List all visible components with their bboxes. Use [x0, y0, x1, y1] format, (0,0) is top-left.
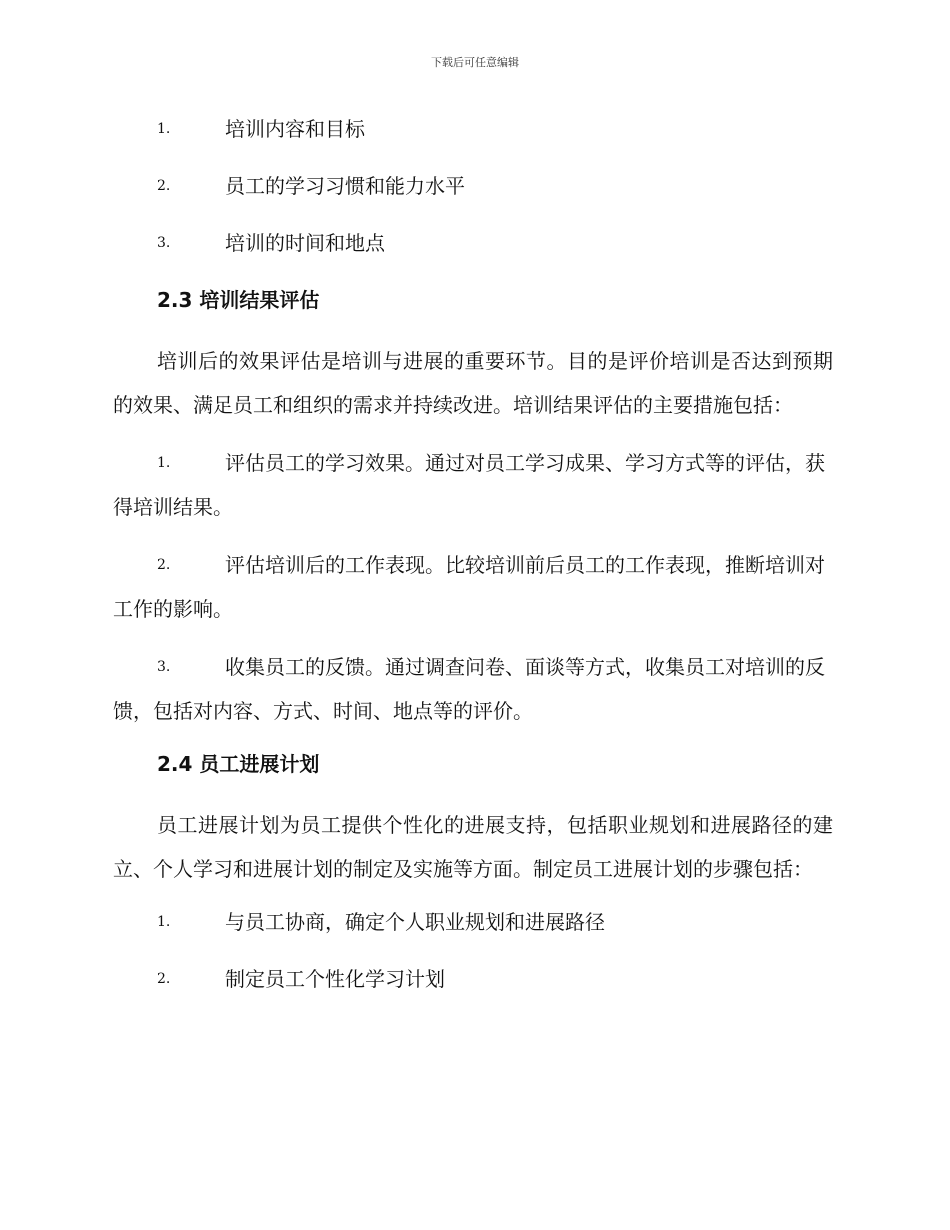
list-number: 2. — [157, 557, 171, 573]
list-number: 1. — [157, 121, 171, 137]
list-item — [113, 543, 833, 631]
list-number: 3. — [157, 659, 171, 675]
section-paragraph: 员工进展计划为员工提供个性化的进展支持，包括职业规划和进展路径的建立、个人学习和进展计划的制定及实施等方面。制定员工进展计划的步骤包括： — [113, 813, 833, 881]
list-text: 员工的学习习惯和能力水平 — [225, 174, 465, 198]
list-text: 培训内容和目标 — [225, 117, 365, 141]
list-item — [113, 226, 833, 260]
list-number: 2. — [157, 971, 171, 987]
list-text: 评估培训后的工作表现。比较培训前后员工的工作表现，推断培训对工作的影响。 — [113, 553, 825, 621]
page-header: 下载后可任意编辑 — [431, 56, 519, 69]
list-item — [113, 905, 833, 939]
list-number: 1. — [157, 914, 171, 930]
list-text: 与员工协商，确定个人职业规划和进展路径 — [225, 910, 605, 934]
document-body — [113, 112, 833, 1019]
list-number: 3. — [157, 235, 171, 251]
list-item — [113, 645, 833, 733]
list-text: 制定员工个性化学习计划 — [225, 967, 445, 991]
list-item — [113, 441, 833, 529]
list-item — [113, 962, 833, 996]
list-text: 收集员工的反馈。通过调查问卷、面谈等方式，收集员工对培训的反馈，包括对内容、方式、时间、地点等的评价。 — [113, 655, 825, 723]
list-number: 2. — [157, 178, 171, 194]
section-paragraph: 培训后的效果评估是培训与进展的重要环节。目的是评价培训是否达到预期的效果、满足员工和组织的需求并持续改进。培训结果评估的主要措施包括： — [113, 349, 833, 417]
list-number: 1. — [157, 455, 171, 471]
list-text: 评估员工的学习效果。通过对员工学习成果、学习方式等的评估，获得培训结果。 — [113, 451, 825, 519]
list-text: 培训的时间和地点 — [225, 231, 385, 255]
list-item — [113, 169, 833, 203]
section-heading-2-4: 2.4 员工进展计划 — [157, 752, 320, 776]
list-item — [113, 112, 833, 146]
section-heading-2-3: 2.3 培训结果评估 — [157, 288, 320, 312]
